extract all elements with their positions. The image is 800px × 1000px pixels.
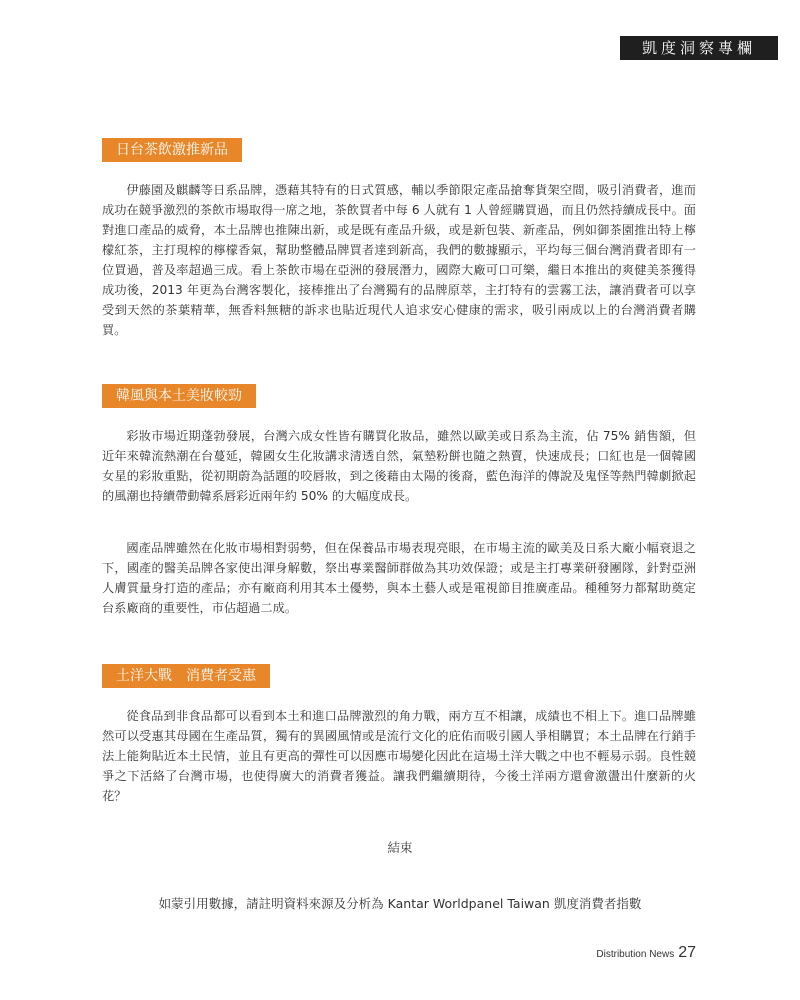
section-title-tea: 日台茶飲激推新品 <box>102 138 242 162</box>
citation-note: 如蒙引用數據，請註明資料來源及分析為 Kantar Worldpanel Taiwan 凱度消費者指數 <box>158 896 642 911</box>
section-title-cosmetics: 韓風與本土美妝較勁 <box>102 384 256 408</box>
paragraph-tea: 伊藤園及麒麟等日系品牌，憑藉其特有的日式質感，輔以季節限定產品搶奪貨架空間，吸引消費者，進而成功在競爭激烈的茶飲市場取得一席之地，茶飲買者中每 6 人就有 1 人曾經購買過，而且仍然持續成長中。面對進口產品的威脅，本土品牌也推陳出新，或是既有產品升級，或是新包裝、新產品，例如御茶園推出特上檸檬紅茶，主打現榨的檸檬香氣，幫助整體品牌買者達到新高，我們的數據顯示，平均每三個台灣消費者即有一位買過，普及率超過三成。看上茶飲市場在亞洲的發展潛力，國際大廠可口可樂，繼日本推出的爽健美茶獲得成功後，2013 年更為台灣客製化，接棒推出了台灣獨有的品牌原萃，主打特有的雲霧工法，讓消費者可以享受到天然的茶葉精華，無香料無糖的訴求也貼近現代人追求安心健康的需求，吸引兩成以上的台灣消費者購買。 <box>102 183 696 337</box>
paragraph-competition: 從食品到非食品都可以看到本土和進口品牌激烈的角力戰，兩方互不相讓，成績也不相上下。進口品牌雖然可以受惠其母國在生產品質，獨有的異國風情或是流行文化的庇佑而吸引國人爭相購買；本土品牌在行銷手法上能夠貼近本土民情，並且有更高的彈性可以因應市場變化因此在這場土洋大戰之中也不輕易示弱。良性競爭之下活絡了台灣市場，也使得廣大的消費者獲益。讓我們繼續期待，今後土洋兩方還會激盪出什麼新的火花？ <box>102 709 696 803</box>
paragraph-cosmetics-1: 彩妝市場近期蓬勃發展，台灣六成女性皆有購買化妝品，雖然以歐美或日系為主流，佔 75% 銷售額，但近年來韓流熱潮在台蔓延，韓國女生化妝講求清透自然，氣墊粉餅也隨之熱賣，快速成長；口紅也是一個韓國女星的彩妝重點，從初期蔚為話題的咬唇妝，到之後藉由太陽的後裔，藍色海洋的傳說及鬼怪等熱門韓劇掀起的風潮也持續帶動韓系唇彩近兩年約 50% 的大幅度成長。 <box>102 429 696 503</box>
end-mark: 結束 <box>387 840 413 855</box>
page-footer <box>596 942 696 962</box>
column-tag: 凱度洞察專欄 <box>620 36 778 60</box>
section-title-competition: 土洋大戰 消費者受惠 <box>102 664 270 688</box>
paragraph-cosmetics-2: 國產品牌雖然在化妝市場相對弱勢，但在保養品市場表現亮眼，在市場主流的歐美及日系大廠小幅衰退之下，國產的醫美品牌各家使出渾身解數，祭出專業醫師群做為其功效保證；或是主打專業研發團隊，針對亞洲人膚質量身打造的產品；亦有廠商利用其本土優勢，與本土藝人或是電視節目推廣產品。種種努力都幫助奠定台系廠商的重要性，市佔超過二成。 <box>102 541 696 615</box>
page-number: 27 <box>678 944 696 961</box>
publication-name: Distribution News <box>596 949 675 960</box>
